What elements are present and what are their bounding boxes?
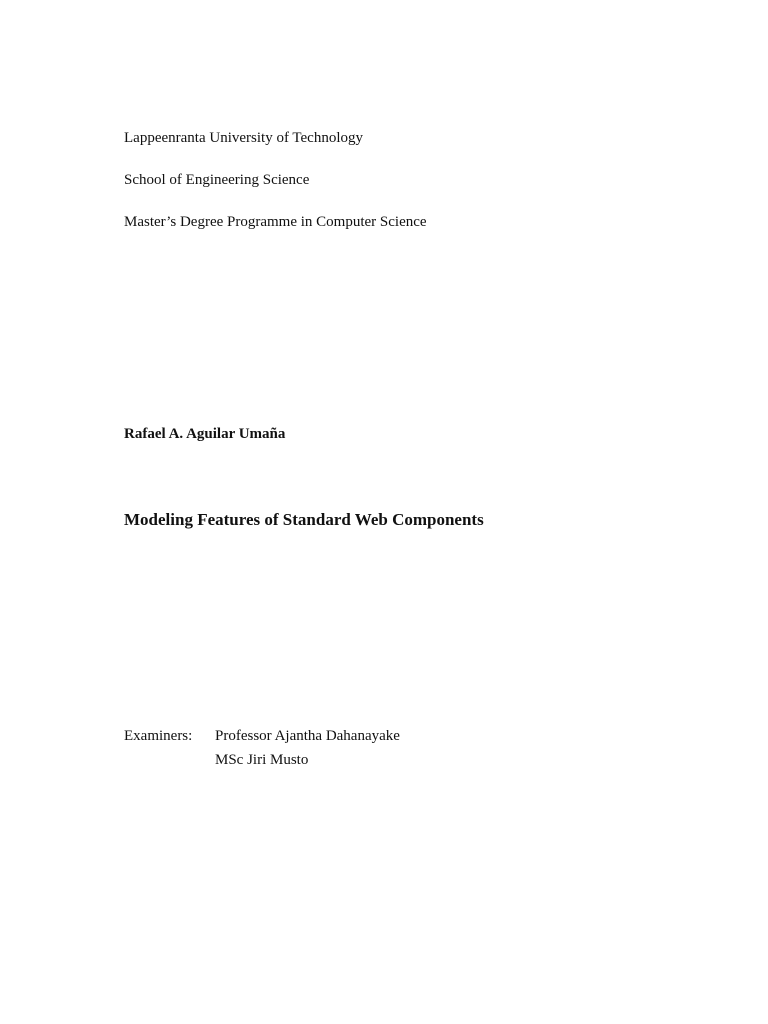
thesis-title: Modeling Features of Standard Web Components [124,510,484,529]
author-name: Rafael A. Aguilar Umaña [124,426,286,442]
examiner-name: MSc Jiri Musto [215,752,309,768]
examiner-name: Professor Ajantha Dahanayake [215,728,400,744]
school-name: School of Engineering Science [124,172,310,188]
programme-name: Master’s Degree Programme in Computer Science [124,214,427,230]
examiners-label: Examiners: [124,728,193,744]
institution-name: Lappeenranta University of Technology [124,130,364,146]
